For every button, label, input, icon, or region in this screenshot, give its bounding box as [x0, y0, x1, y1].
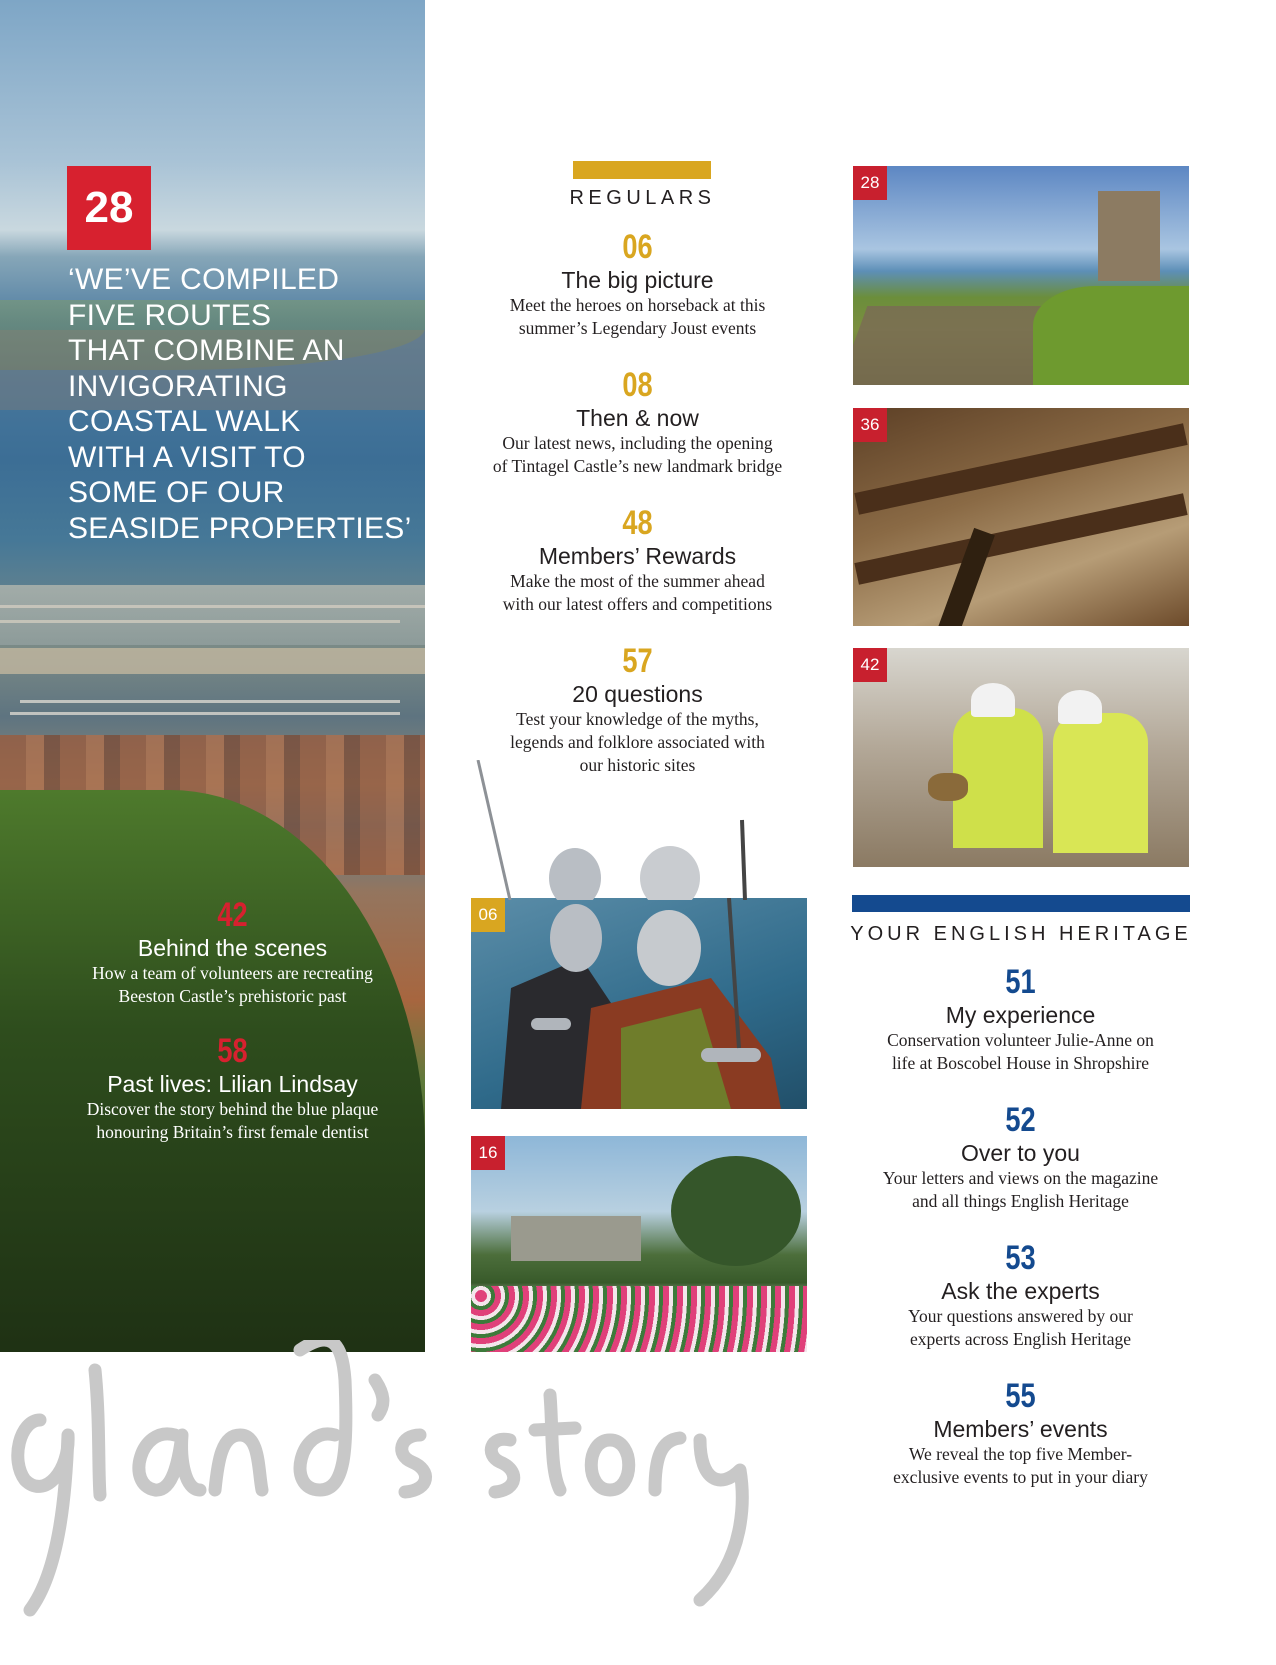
- tree: [671, 1156, 801, 1266]
- beam: [854, 493, 1187, 584]
- entry-title: Over to you: [961, 1140, 1080, 1166]
- quote-line: SEASIDE PROPERTIES’: [68, 511, 412, 545]
- entry-title: Past lives: Lilian Lindsay: [107, 1071, 358, 1097]
- volunteer-vest: [1053, 713, 1148, 853]
- entry-title: 20 questions: [572, 681, 703, 707]
- volunteers-photo[interactable]: [853, 648, 1189, 867]
- pier: [0, 648, 425, 674]
- feature-coastal-photo: [0, 0, 425, 1352]
- grass-path: [1033, 286, 1189, 385]
- feature-pull-quote: [68, 262, 418, 546]
- entry-number: 58: [217, 1032, 248, 1070]
- graffiti-page-badge: 36: [853, 408, 887, 442]
- harbour-wall: [0, 585, 425, 645]
- beam: [854, 423, 1187, 514]
- yeh-entry-53[interactable]: [838, 1239, 1203, 1351]
- hard-hat: [1058, 690, 1102, 724]
- yeh-entry-52[interactable]: [838, 1101, 1203, 1213]
- castle-page-badge: 28: [853, 166, 887, 200]
- entry-desc-line: Test your knowledge of the myths,: [516, 709, 759, 729]
- entry-desc-line: and all things English Heritage: [912, 1191, 1129, 1211]
- quote-line: THAT COMBINE AN: [68, 334, 345, 367]
- volunteers-page-badge: 42: [853, 648, 887, 682]
- regular-entry-08[interactable]: [455, 366, 820, 478]
- entry-desc-line: honouring Britain’s first female dentist: [96, 1122, 369, 1142]
- entry-desc-line: Meet the heroes on horseback at this: [509, 295, 766, 315]
- regular-entry-48[interactable]: [455, 504, 820, 616]
- entry-desc-line: life at Boscobel House in Shropshire: [891, 1053, 1150, 1073]
- entry-desc-line: Discover the story behind the blue plaque: [86, 1099, 379, 1119]
- entry-desc-line: How a team of volunteers are recreating: [92, 963, 373, 983]
- entry-desc-line: Your letters and views on the magazine: [882, 1168, 1159, 1188]
- entry-title: My experience: [945, 1002, 1096, 1028]
- entry-number: 48: [622, 504, 653, 542]
- entry-desc-line: legends and folklore associated with: [510, 732, 765, 752]
- entry-number: 51: [1005, 963, 1036, 1001]
- tulips-photo[interactable]: [471, 1136, 807, 1352]
- entry-title: Members’ Rewards: [538, 543, 737, 569]
- regular-entry-57[interactable]: [455, 642, 820, 777]
- wooden-tool: [928, 773, 968, 801]
- entry-desc-line: experts across English Heritage: [909, 1329, 1132, 1349]
- boat-row: [0, 605, 425, 608]
- quote-line: SOME OF OUR: [68, 476, 285, 509]
- left-entry-58[interactable]: [40, 1032, 425, 1144]
- quote-line: ‘WE’VE COMPILED: [68, 263, 340, 296]
- quote-line: INVIGORATING: [68, 369, 288, 403]
- entry-desc-line: Make the most of the summer ahead: [510, 571, 765, 591]
- castle-building: [511, 1216, 641, 1261]
- entry-desc-line: Conservation volunteer Julie-Anne on: [887, 1030, 1154, 1050]
- entry-title: Ask the experts: [941, 1278, 1100, 1304]
- entry-desc-line: Our latest news, including the opening: [502, 433, 773, 453]
- entry-title: Members’ events: [933, 1416, 1108, 1442]
- entry-number: 53: [1005, 1239, 1036, 1277]
- volunteer-vest: [953, 708, 1043, 848]
- entry-number: 57: [622, 642, 653, 680]
- yeh-heading: YOUR ENGLISH HERITAGE: [850, 923, 1192, 945]
- entry-title: Then & now: [576, 405, 699, 431]
- quote-line: FIVE ROUTES: [68, 298, 272, 332]
- entry-number: 06: [622, 228, 653, 266]
- entry-number: 08: [622, 366, 653, 404]
- quote-line: COASTAL WALK: [68, 405, 301, 438]
- feature-page-badge: 28: [67, 166, 151, 250]
- regulars-heading: REGULARS: [569, 187, 716, 209]
- entry-desc-line: with our latest offers and competitions: [502, 594, 773, 614]
- entry-desc-line: We reveal the top five Member-: [908, 1444, 1133, 1464]
- hard-hat: [971, 683, 1015, 717]
- boat-row: [10, 712, 400, 715]
- regulars-accent-bar: [573, 161, 711, 179]
- yeh-accent-bar: [852, 895, 1190, 912]
- castle-tower: [1098, 191, 1160, 281]
- entry-number: 52: [1005, 1101, 1036, 1139]
- entry-title: The big picture: [561, 267, 714, 293]
- knights-page-badge: 06: [471, 898, 505, 932]
- boat-row: [20, 700, 400, 703]
- knights-photo[interactable]: [471, 898, 807, 1109]
- yeh-entry-55[interactable]: [838, 1377, 1203, 1489]
- knights-illustration: [471, 898, 807, 1109]
- quote-line: WITH A VISIT TO: [68, 440, 306, 474]
- englands-story-watermark: [0, 1340, 820, 1665]
- yeh-entry-51[interactable]: [838, 963, 1203, 1075]
- entry-desc-line: exclusive events to put in your diary: [893, 1467, 1148, 1487]
- tulips-page-badge: 16: [471, 1136, 505, 1170]
- graffiti-beams-photo[interactable]: [853, 408, 1189, 626]
- entry-desc-line: Beeston Castle’s prehistoric past: [118, 986, 347, 1006]
- entry-desc-line: of Tintagel Castle’s new landmark bridge: [492, 456, 783, 476]
- entry-number: 55: [1005, 1377, 1036, 1415]
- entry-number: 42: [217, 896, 248, 934]
- entry-desc-line: our historic sites: [579, 755, 696, 775]
- knights-overflow: [470, 760, 770, 900]
- entry-desc-line: summer’s Legendary Joust events: [518, 318, 757, 338]
- boat-row: [0, 620, 400, 623]
- entry-desc-line: Your questions answered by our: [908, 1306, 1133, 1326]
- castle-photo[interactable]: [853, 166, 1189, 385]
- regular-entry-06[interactable]: [455, 228, 820, 340]
- entry-title: Behind the scenes: [137, 935, 328, 961]
- left-entry-42[interactable]: [40, 896, 425, 1008]
